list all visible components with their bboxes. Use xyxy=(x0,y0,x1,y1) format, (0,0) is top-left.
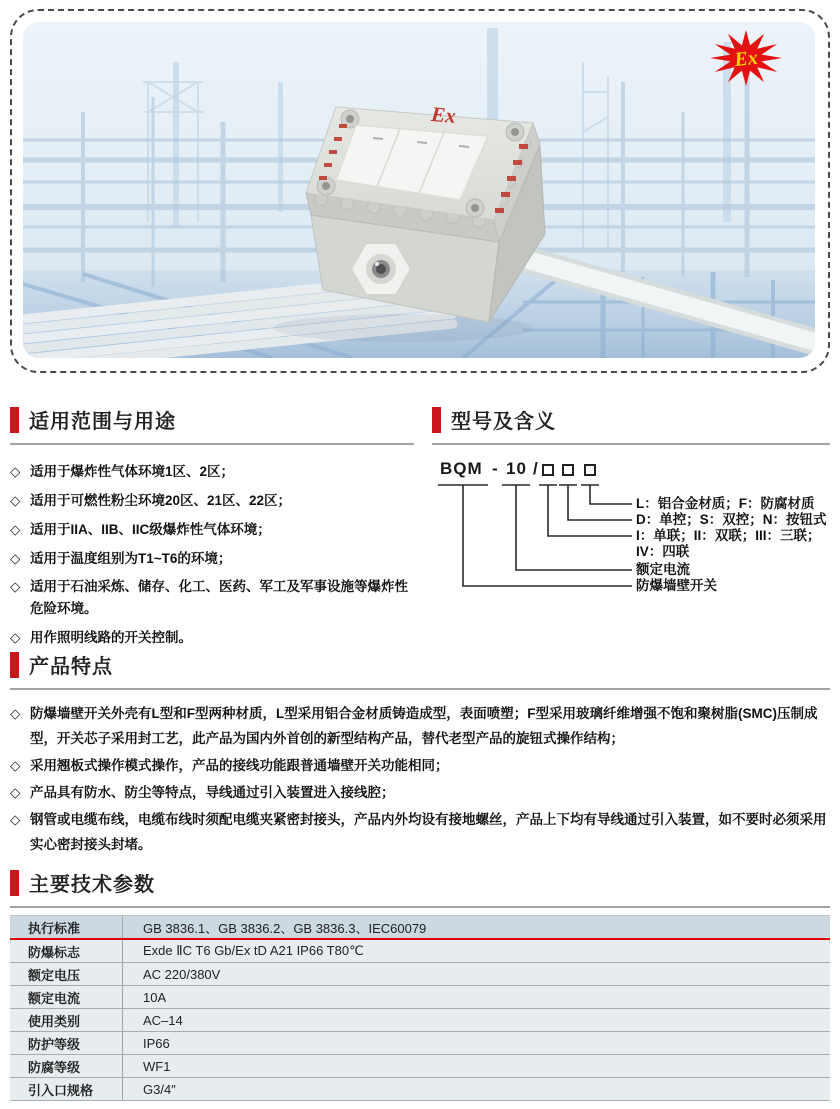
model-code-rated: 10 xyxy=(506,459,527,478)
spec-value: 10A xyxy=(143,989,167,1005)
table-row xyxy=(10,963,830,986)
diamond-bullet-icon: ◇ xyxy=(10,579,21,595)
spec-value: AC–14 xyxy=(143,1012,183,1028)
spec-label: 使用类别 xyxy=(10,1009,123,1031)
item-text: 适用于可燃性粉尘环境20区、21区、22区； xyxy=(30,492,292,508)
accent-bar xyxy=(432,407,441,433)
diamond-bullet-icon: ◇ xyxy=(10,811,21,827)
box-ex-marking: Ex xyxy=(430,102,457,129)
table-row xyxy=(10,1055,830,1078)
spec-label: 额定电压 xyxy=(10,963,123,985)
legend-series-name: 防爆墙壁开关 xyxy=(636,578,717,593)
features-list xyxy=(10,702,830,858)
section-specs xyxy=(10,868,830,1101)
section-title: 适用范围与用途 xyxy=(29,411,176,433)
diamond-bullet-icon: ◇ xyxy=(10,521,21,537)
table-row xyxy=(10,1078,830,1101)
specs-table xyxy=(10,915,830,1101)
list-item xyxy=(10,519,414,541)
spec-label: 额定电流 xyxy=(10,986,123,1008)
model-code-dash: - xyxy=(492,459,499,478)
list-item xyxy=(10,702,830,752)
diamond-bullet-icon: ◇ xyxy=(10,757,21,773)
list-item xyxy=(10,576,414,620)
table-row xyxy=(10,916,830,940)
diamond-bullet-icon: ◇ xyxy=(10,630,21,646)
list-item xyxy=(10,754,830,779)
spec-label: 引入口规格 xyxy=(10,1078,123,1100)
diamond-bullet-icon: ◇ xyxy=(10,492,21,508)
spec-value: IP66 xyxy=(143,1035,170,1051)
legend-rated-current: 额定电流 xyxy=(636,562,690,577)
spec-value: Exde ⅡC T6 Gb/Ex tD A21 IP66 T80℃ xyxy=(143,943,364,958)
section-specs-header xyxy=(10,868,830,908)
table-row xyxy=(10,1032,830,1055)
section-title: 主要技术参数 xyxy=(29,874,155,896)
item-text: 适用于温度组别为T1~T6的环境； xyxy=(30,550,232,566)
spec-value: GB 3836.1、GB 3836.2、GB 3836.3、IEC60079 xyxy=(143,920,427,936)
legend-gang-count: I：单联；II：双联；III：三联； xyxy=(636,528,821,543)
legend-material: L：铝合金材质；F：防腐材质 xyxy=(636,496,815,511)
section-title: 型号及含义 xyxy=(451,411,556,433)
spec-label: 防腐等级 xyxy=(10,1055,123,1077)
table-row xyxy=(10,986,830,1009)
item-text: 适用于爆炸性气体环境1区、2区； xyxy=(30,464,235,479)
accent-bar xyxy=(10,407,19,433)
item-text: 钢管或电缆布线，电缆布线时须配电缆夹紧密封接头，产品内外均设有接地螺丝，产品上下均有导线通过引入装置，如不要时必须采用实心密封接头封堵。 xyxy=(30,811,827,852)
ex-badge-label: Ex xyxy=(733,46,759,72)
legend-control-type: D：单控；S：双控；N：按钮式 xyxy=(636,512,827,527)
section-features xyxy=(10,650,830,860)
diamond-bullet-icon: ◇ xyxy=(10,550,21,566)
list-item xyxy=(10,461,414,483)
spec-value: WF1 xyxy=(143,1058,171,1074)
section-usage-header xyxy=(10,405,414,445)
spec-value: AC 220/380V xyxy=(143,966,221,982)
diamond-bullet-icon: ◇ xyxy=(10,464,21,479)
list-item xyxy=(10,808,830,858)
spec-label: 防护等级 xyxy=(10,1032,123,1054)
usage-list xyxy=(10,461,414,649)
list-item xyxy=(10,548,414,570)
legend-gang-count-cont: IV：四联 xyxy=(636,544,690,559)
model-code-diagram xyxy=(432,455,830,625)
list-item xyxy=(10,627,414,649)
accent-bar xyxy=(10,870,19,896)
section-usage xyxy=(10,405,414,656)
item-text: 采用翘板式操作模式操作，产品的接线功能跟普通墙壁开关功能相同； xyxy=(30,757,449,773)
item-text: 适用于IIA、IIB、IIC级爆炸性气体环境； xyxy=(30,521,271,537)
section-model xyxy=(432,405,830,625)
item-text: 用作照明线路的开关控制。 xyxy=(30,630,192,646)
item-text: 产品具有防水、防尘等特点，导线通过引入装置进入接线腔； xyxy=(30,784,395,800)
section-features-header xyxy=(10,650,830,690)
list-item xyxy=(10,781,830,806)
item-text: 适用于石油采炼、储存、化工、医药、军工及军事设施等爆炸性危险环境。 xyxy=(30,579,408,617)
item-text: 防爆墙壁开关外壳有L型和F型两种材质，L型采用铝合金材质铸造成型，表面喷塑；F型采用玻璃纤维增强不饱和聚树脂(SMC)压制成型，开关芯子采用封工艺，此产品为国内外首创的新型结构产品，替代老型产品的旋钮式操作结构； xyxy=(30,706,818,746)
spec-label: 执行标准 xyxy=(10,916,123,938)
accent-bar xyxy=(10,652,19,678)
product-photo-art xyxy=(23,22,815,358)
table-row xyxy=(10,1009,830,1032)
model-code-prefix: BQM xyxy=(440,459,483,478)
section-model-header xyxy=(432,405,830,445)
list-item xyxy=(10,490,414,512)
spec-label: 防爆标志 xyxy=(10,940,123,962)
spec-value: G3/4″ xyxy=(143,1081,176,1097)
product-photo xyxy=(23,22,815,358)
diamond-bullet-icon: ◇ xyxy=(10,706,21,721)
table-row xyxy=(10,940,830,963)
hero-dashed-frame xyxy=(10,9,830,373)
model-code-slash: / xyxy=(533,459,539,478)
diamond-bullet-icon: ◇ xyxy=(10,784,21,800)
section-title: 产品特点 xyxy=(29,656,113,678)
